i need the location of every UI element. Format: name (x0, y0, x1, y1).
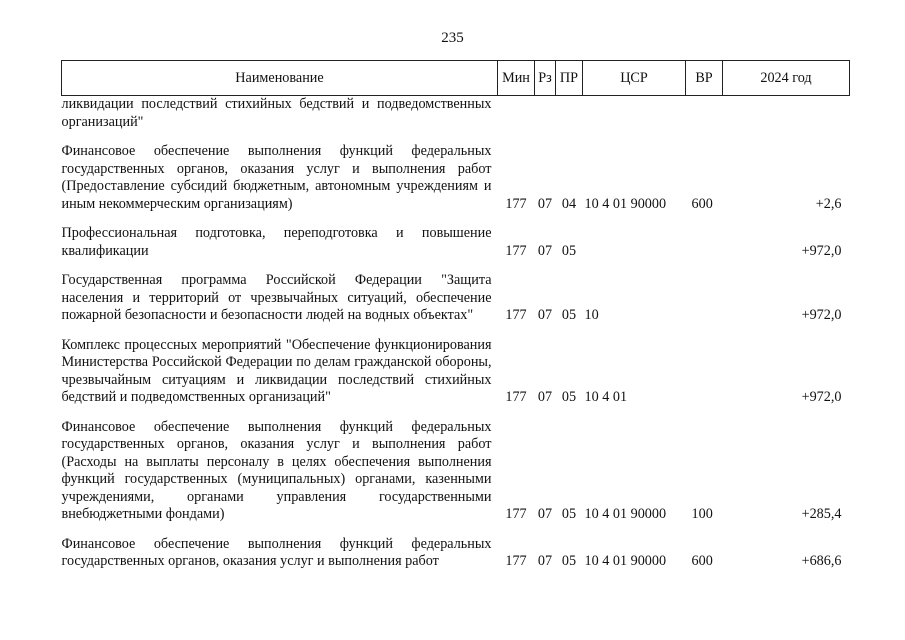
row-amount (723, 96, 850, 132)
row-csr (583, 225, 686, 260)
page-number: 235 (441, 30, 464, 46)
row-vr (686, 272, 723, 325)
table-row (62, 225, 850, 260)
row-vr (686, 96, 723, 132)
header-pr: ПР (556, 61, 583, 96)
row-csr: 10 4 01 90000 (584, 553, 667, 569)
row-amount: +285,4 (801, 506, 842, 522)
row-name: Государственная программа Российской Федерации "Защита населения и территорий от чрезвычайных ситуаций, обеспечение пожарной безопасности и безопасности людей на водных объектах" (61, 272, 492, 323)
row-csr: 10 4 01 90000 (584, 195, 667, 212)
row-csr: 10 4 01 (584, 389, 628, 405)
table-row (62, 143, 850, 213)
row-pr: 05 (561, 389, 577, 405)
table-header-row (62, 61, 850, 96)
row-gap (62, 131, 850, 143)
row-min: 177 (505, 553, 527, 569)
header-rz: Рз (535, 61, 556, 96)
row-csr (583, 96, 686, 132)
row-vr: 600 (691, 195, 713, 212)
row-amount: +972,0 (801, 389, 842, 405)
row-vr (686, 225, 723, 260)
row-name: Комплекс процессных мероприятий "Обеспечение функционирования Министерства Российской Федерации по делам гражданской обороны, чрезвычайным ситуациям и ликвидации последствий стихийных бедствий и подведомственных организаций" (61, 336, 492, 405)
table-row (62, 96, 850, 132)
row-name: Профессиональная подготовка, переподготовка и повышение квалификации (61, 225, 492, 259)
header-vr: ВР (686, 61, 723, 96)
row-min: 177 (505, 506, 527, 522)
table-row (62, 536, 850, 571)
header-csr: ЦСР (583, 61, 686, 96)
row-name: Финансовое обеспечение выполнения функций федеральных государственных органов, оказания услуг и выполнения работ (Расходы на выплаты персоналу в целях обеспечения выполнения функций государственных (муниципальных) органами, казенными учреждениями, органами управления государственными внебюджетными фондами) (61, 418, 492, 522)
row-pr: 05 (561, 506, 577, 522)
row-amount: +686,6 (801, 553, 842, 569)
table-row (62, 272, 850, 325)
row-pr: 05 (561, 307, 577, 323)
row-vr: 600 (691, 553, 713, 569)
row-rz (535, 96, 556, 132)
table-row (62, 419, 850, 524)
budget-table (61, 60, 850, 571)
header-year: 2024 год (723, 61, 850, 96)
header-name: Наименование (62, 61, 498, 96)
row-min: 177 (505, 242, 527, 259)
table-row (62, 337, 850, 407)
row-rz: 07 (537, 242, 553, 259)
row-pr: 05 (561, 242, 577, 259)
row-rz: 07 (537, 553, 553, 569)
row-vr (686, 337, 723, 407)
header-min: Мин (498, 61, 535, 96)
row-min: 177 (505, 389, 527, 405)
row-gap (62, 260, 850, 272)
row-gap (62, 524, 850, 536)
row-gap (62, 213, 850, 225)
row-min: 177 (505, 307, 527, 323)
row-name: ликвидации последствий стихийных бедствий и подведомственных организаций" (61, 96, 492, 130)
row-pr: 05 (561, 553, 577, 569)
row-csr: 10 4 01 90000 (584, 506, 667, 522)
row-pr: 04 (561, 195, 577, 212)
row-amount: +2,6 (815, 195, 842, 212)
row-rz: 07 (537, 506, 553, 522)
row-pr (556, 96, 583, 132)
row-rz: 07 (537, 307, 553, 323)
row-amount: +972,0 (801, 307, 842, 323)
row-min: 177 (505, 195, 527, 212)
row-csr: 10 (584, 307, 599, 323)
row-amount: +972,0 (801, 242, 842, 259)
row-name: Финансовое обеспечение выполнения функций федеральных государственных органов, оказания услуг и выполнения работ (Предоставление субсидий бюджетным, автономным учреждениям и иным некоммерческим организациям) (61, 143, 492, 212)
row-name: Финансовое обеспечение выполнения функций федеральных государственных органов, оказания услуг и выполнения работ (61, 535, 492, 569)
row-gap (62, 407, 850, 419)
row-rz: 07 (537, 195, 553, 212)
row-rz: 07 (537, 389, 553, 405)
row-vr: 100 (691, 506, 713, 522)
row-gap (62, 325, 850, 337)
row-min (498, 96, 535, 132)
